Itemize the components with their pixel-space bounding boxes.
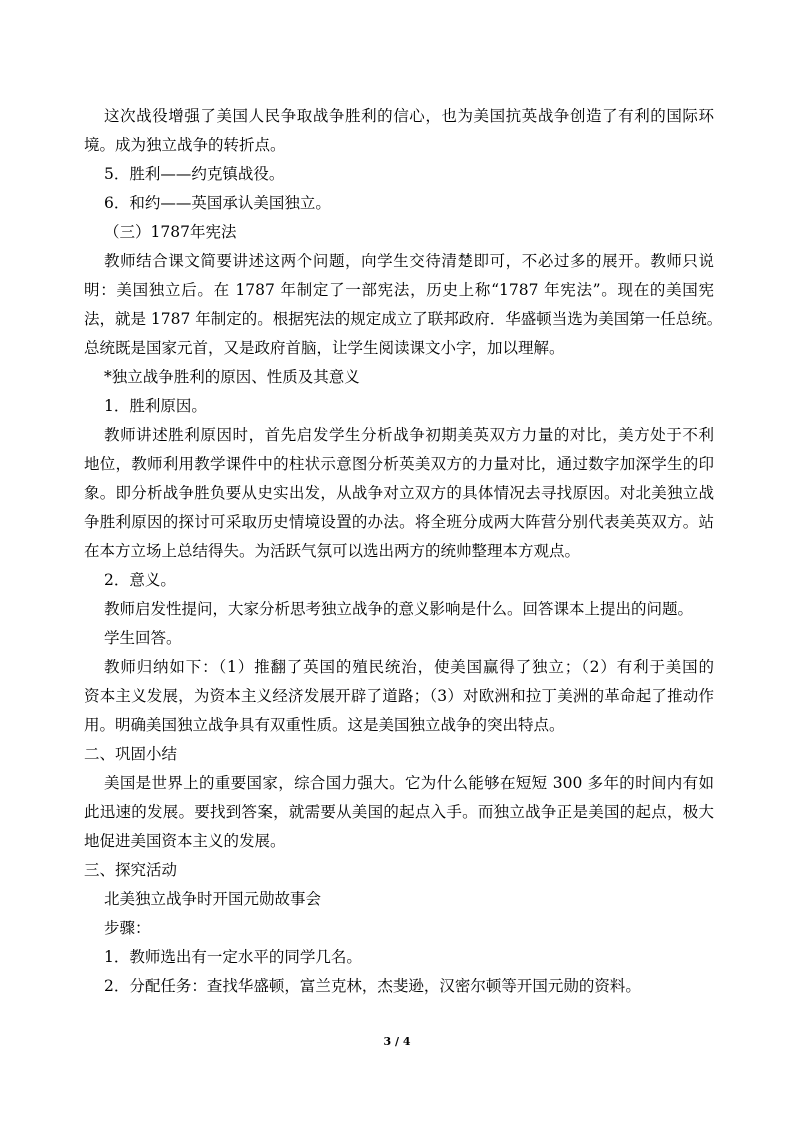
text-line: 总统既是国家元首，又是政府首脑，让学生阅读课文小字，加以理解。 <box>84 339 565 357</box>
text-line: 争胜利原因的探讨可采取历史情境设置的办法。将全班分成两大阵营分别代表美英双方。站 <box>84 513 714 531</box>
text-line: 地位，教师利用教学课件中的柱状示意图分析英美双方的力量对比，通过数字加深学生的印 <box>84 455 714 473</box>
text-line: 北美独立战争时开国元勋故事会 <box>104 890 322 908</box>
text-line: 用。明确美国独立战争具有双重性质。这是美国独立战争的突出特点。 <box>84 716 565 734</box>
text-line: 三、探究活动 <box>84 861 178 879</box>
text-line: 2．意义。 <box>104 571 176 589</box>
text-line: 象。即分析战争胜负要从史实出发，从战争对立双方的具体情况去寻找原因。对北美独立战 <box>84 484 714 502</box>
text-line: 资本主义发展，为资本主义经济发展开辟了道路；（3）对欧洲和拉丁美洲的革命起了推动作 <box>84 687 714 705</box>
text-line: *独立战争胜利的原因、性质及其意义 <box>104 368 360 386</box>
text-line: 法，就是 1787 年制定的。根据宪法的规定成立了联邦政府．华盛顿当选为美国第一任总统。 <box>84 310 723 328</box>
text-line: 学生回答。 <box>104 629 182 647</box>
text-line: 教师归纳如下：（1）推翻了英国的殖民统治，使美国赢得了独立；（2）有利于美国的 <box>104 658 714 676</box>
text-line: （三）1787年宪法 <box>104 223 237 241</box>
text-line: 教师讲述胜利原因时，首先启发学生分析战争初期美英双方力量的对比，美方处于不利 <box>104 426 714 444</box>
text-line: 步骤： <box>104 919 151 937</box>
text-line: 境。成为独立战争的转折点。 <box>84 136 286 154</box>
text-line: 教师结合课文简要讲述这两个问题，向学生交待清楚即可，不必过多的展开。教师只说 <box>104 252 714 270</box>
text-line: 地促进美国资本主义的发展。 <box>84 832 286 850</box>
text-line: 6．和约——英国承认美国独立。 <box>104 194 331 212</box>
text-line: 二、巩固小结 <box>84 745 178 763</box>
document-body <box>84 102 723 1001</box>
text-line: 1．胜利原因。 <box>104 397 207 415</box>
text-line: 在本方立场上总结得失。为活跃气氛可以选出两方的统帅整理本方观点。 <box>84 542 581 560</box>
text-line: 2．分配任务：查找华盛顿，富兰克林，杰斐逊，汉密尔顿等开国元勋的资料。 <box>104 977 641 995</box>
text-line: 5．胜利——约克镇战役。 <box>104 165 285 183</box>
text-line: 此迅速的发展。要找到答案，就需要从美国的起点入手。而独立战争正是美国的起点，极大 <box>84 803 714 821</box>
text-line: 这次战役增强了美国人民争取战争胜利的信心，也为美国抗英战争创造了有利的国际环 <box>104 107 714 125</box>
page-number: 3 / 4 <box>383 1035 411 1048</box>
text-line: 明：美国独立后。在 1787 年制定了一部宪法，历史上称“1787 年宪法”。现在的美国宪 <box>84 281 714 299</box>
text-line: 教师启发性提问，大家分析思考独立战争的意义影响是什么。回答课本上提出的问题。 <box>104 600 694 618</box>
text-line: 1．教师选出有一定水平的同学几名。 <box>104 948 362 966</box>
text-line: 美国是世界上的重要国家，综合国力强大。它为什么能够在短短 300 多年的时间内有如 <box>104 774 714 792</box>
